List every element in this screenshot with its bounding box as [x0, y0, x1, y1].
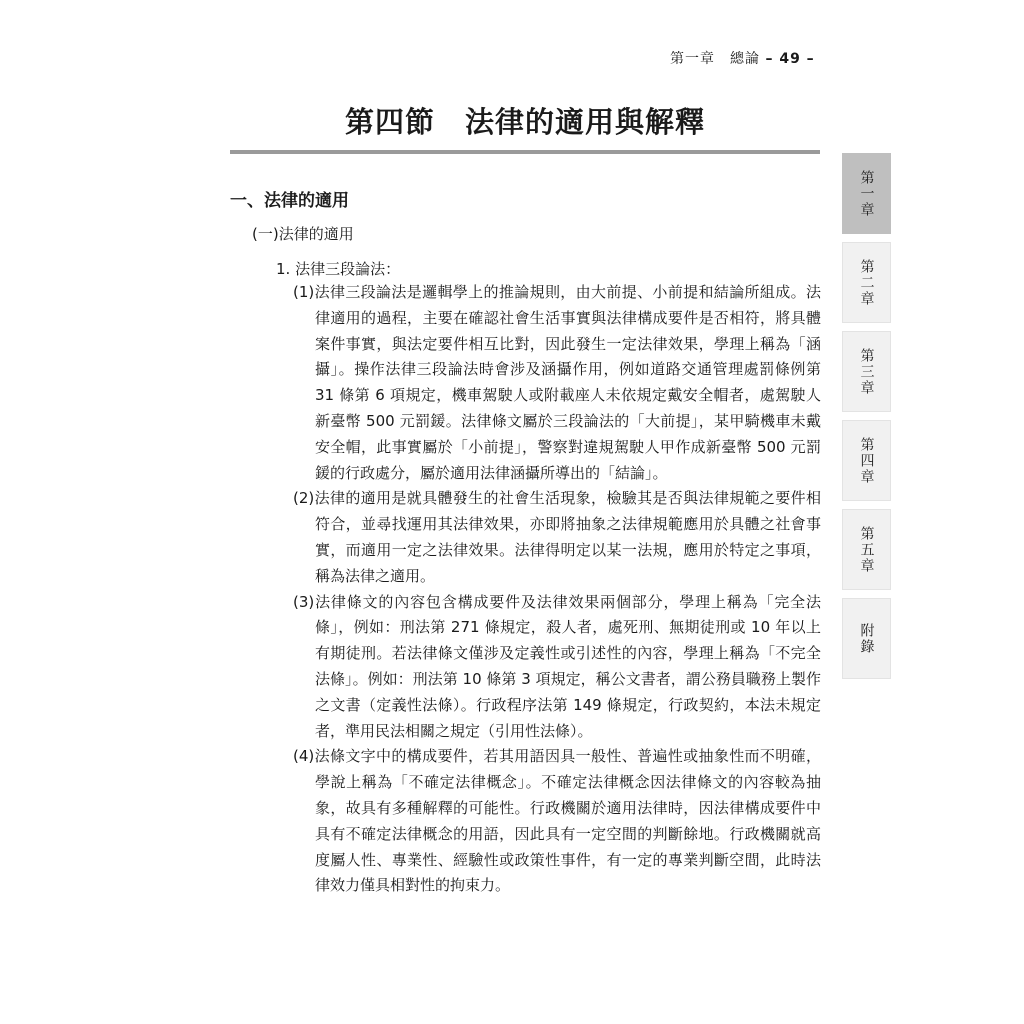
body-text [293, 280, 821, 899]
chapter-tab-label: 第二章 [858, 258, 875, 307]
chapter-tab-3[interactable] [842, 331, 891, 412]
title-divider [230, 150, 820, 154]
section-title: 第四節 法律的適用與解釋 [344, 105, 705, 139]
running-header [670, 48, 830, 68]
chapter-tab-5[interactable] [842, 509, 891, 590]
chapter-tab-appendix[interactable] [842, 598, 891, 679]
paragraph-4: (4)法條文字中的構成要件，若其用語因具一般性、普遍性或抽象性而不明確，學說上稱為「不確定法律概念」。不確定法律概念因法律條文的內容較為抽象，故具有多種解釋的可能性。行政機關於適用法律時，因法律構成要件中具有不確定法律概念的用語，因此具有一定空間的判斷餘地。行政機關就高度屬人性、專業性、經驗性或政策性事件，有一定的專業判斷空間，此時法律效力僅具相對性的拘束力。 [293, 747, 821, 895]
chapter-tab-4[interactable] [842, 420, 891, 501]
subsection-heading: (一)法律的適用 [252, 225, 354, 243]
chapter-tab-label: 第一章 [858, 169, 875, 218]
chapter-tab-label: 第四章 [858, 436, 875, 485]
paragraph-1: (1)法律三段論法是邏輯學上的推論規則，由大前提、小前提和結論所組成。法律適用的過程，主要在確認社會生活事實與法律構成要件是否相符，將具體案件事實，與法定要件相互比對，因此發生一定法律效果，學理上稱為「涵攝」。操作法律三段論法時會涉及涵攝作用，例如道路交通管理處罰條例第 31 條第 6 項規定，機車駕駛人或附載座人未依規定戴安全帽者，處駕駛人新臺幣 500 元罰鍰。法律條文屬於三段論法的「大前提」，某甲騎機車未戴安全帽，此事實屬於「小前提」，警察對違規駕駛人甲作成新臺幣 500 元罰鍰的行政處分，屬於適用法律涵攝所導出的「結論」。 [293, 283, 821, 482]
chapter-tab-label: 第五章 [858, 525, 875, 574]
header-chapter: 第一章 總論 [670, 51, 760, 67]
chapter-tab-label: 附錄 [858, 622, 875, 655]
chapter-tab-label: 第三章 [858, 347, 875, 396]
chapter-tab-2[interactable] [842, 242, 891, 323]
chapter-tabs [842, 153, 891, 687]
paragraph-3: (3)法律條文的內容包含構成要件及法律效果兩個部分，學理上稱為「完全法條」，例如：刑法第 271 條規定，殺人者，處死刑、無期徒刑或 10 年以上有期徒刑。若法律條文僅涉及定義性或引述性的內容，學理上稱為「不完全法條」。例如：刑法第 10 條第 3 項規定，稱公文書者，謂公務員職務上製作之文書（定義性法條）。行政程序法第 149 條規定，行政契約，本法未規定者，準用民法相關之規定（引用性法條）。 [293, 592, 821, 740]
section-heading: 一、法律的適用 [230, 191, 349, 211]
page-number: – 49 – [765, 51, 815, 67]
paragraph-2: (2)法律的適用是就具體發生的社會生活現象，檢驗其是否與法律規範之要件相符合，並尋找運用其法律效果，亦即將抽象之法律規範應用於具體之社會事實，而適用一定之法律效果。法律得明定以某一法規，應用於特定之事項，稱為法律之適用。 [293, 489, 821, 585]
chapter-tab-1[interactable] [842, 153, 891, 234]
item-heading: 1. 法律三段論法： [276, 260, 401, 278]
